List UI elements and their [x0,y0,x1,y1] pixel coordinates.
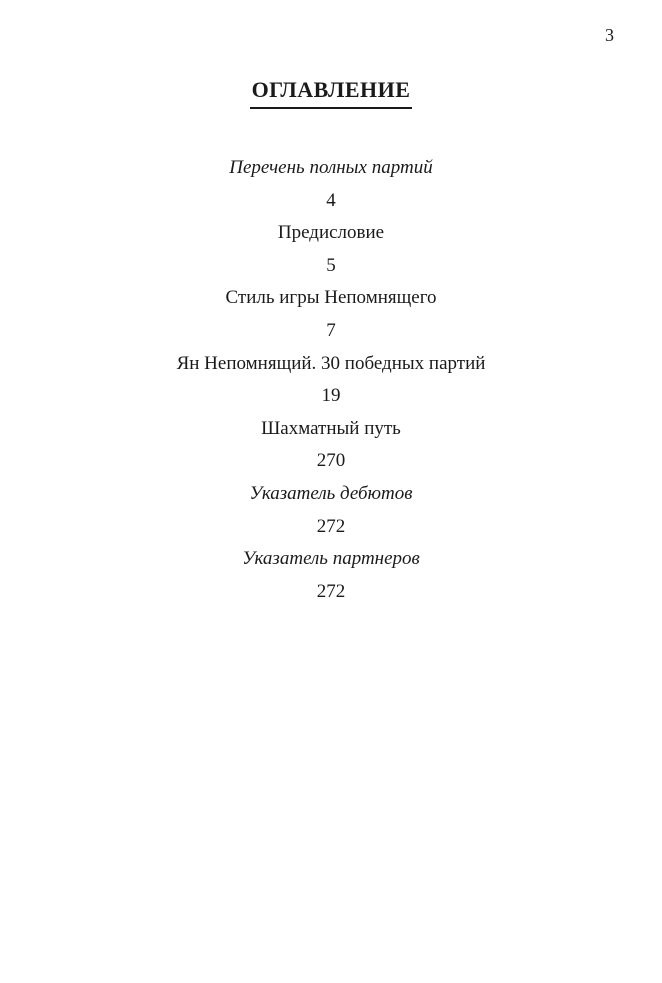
toc-entry-title[interactable]: Перечень полных партий [229,157,433,178]
toc-entry-title[interactable]: Указатель дебютов [249,482,413,504]
toc-entry-title[interactable]: Шахматный путь [261,417,401,439]
toc-heading [0,76,662,109]
toc-entry-page: 272 [316,515,346,537]
toc-entry-title[interactable]: Стиль игры Непомнящего [225,287,437,309]
toc-entry-page: 270 [316,450,346,472]
toc-entry-page: 5 [326,254,336,276]
toc-list [0,152,662,608]
toc-entry-title[interactable]: Указатель партнеров [242,548,420,570]
toc-entry-page: 19 [321,385,341,407]
toc-entry-page: 272 [316,580,346,602]
toc-entry-title[interactable]: Ян Непомнящий. 30 победных партий [176,352,486,374]
page-number: 3 [605,25,614,45]
toc-entry-title[interactable]: Предисловие [277,222,385,244]
toc-entry-page: 7 [326,319,336,341]
toc-heading-text: ОГЛАВЛЕНИЕ [250,76,413,109]
toc-entry-page: 4 [326,189,336,211]
